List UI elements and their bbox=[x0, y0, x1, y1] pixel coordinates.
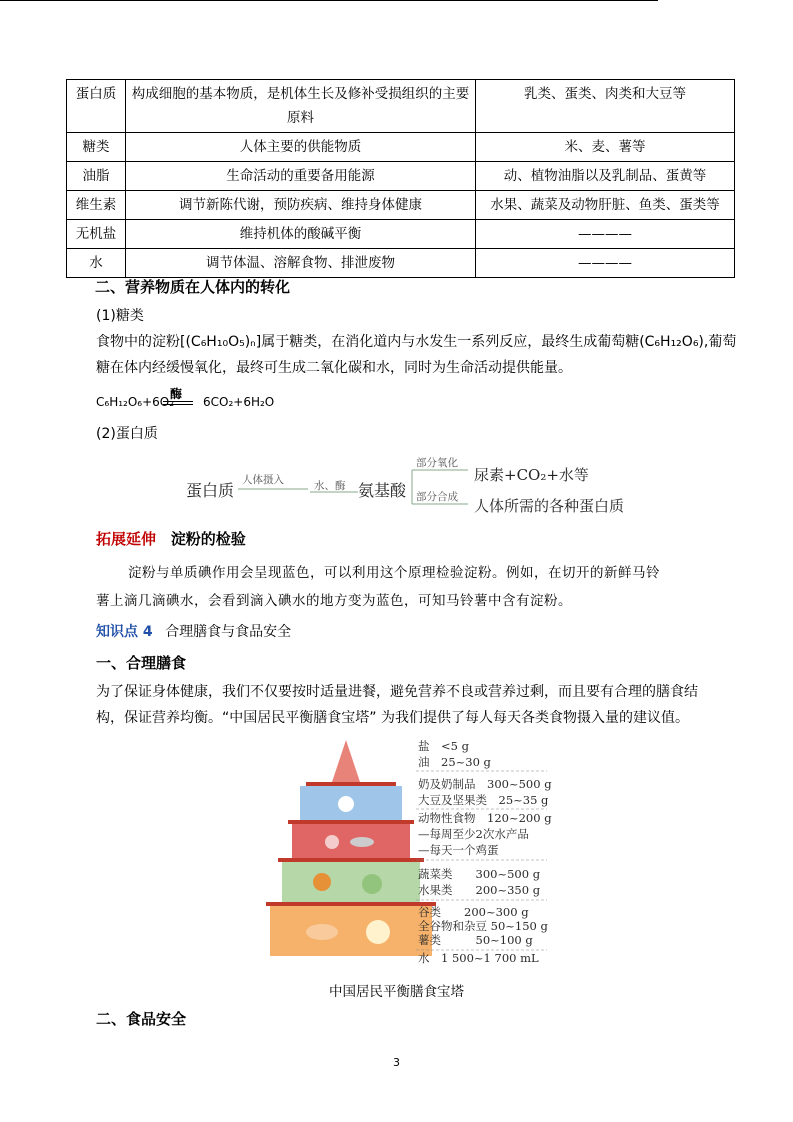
flow-mid-label: 水、酶 bbox=[314, 480, 346, 492]
nutrient-name: 糖类 bbox=[67, 133, 126, 162]
food-icon bbox=[325, 835, 339, 849]
pyramid-label: —每天一个鸡蛋 bbox=[418, 843, 499, 857]
nutrient-name: 蛋白质 bbox=[67, 80, 126, 133]
nutrient-source: ———— bbox=[476, 220, 735, 249]
pyramid-label: 蔬菜类 300~500 g bbox=[418, 867, 541, 881]
flow-branch1-label: 部分氧化 bbox=[416, 457, 458, 469]
equation-right: 6CO₂+6H₂O bbox=[203, 395, 275, 409]
food-pyramid bbox=[262, 734, 552, 970]
nutrient-function: 维持机体的酸碱平衡 bbox=[126, 220, 476, 249]
knowledge-tag: 知识点 4 bbox=[96, 624, 153, 640]
pyramid-label: 薯类 50~100 g bbox=[418, 933, 533, 947]
extension-text-line1: 淀粉与单质碘作用会呈现蓝色，可以利用这个原理检验淀粉。例如，在切开的新鲜马铃 bbox=[128, 565, 660, 581]
pyramid-tier-oil-salt bbox=[332, 740, 360, 782]
pyramid-caption: 中国居民平衡膳食宝塔 bbox=[329, 984, 464, 1000]
pyramid-roof bbox=[278, 858, 424, 862]
pyramid-roof bbox=[288, 820, 414, 824]
sugar-heading: (1)糖类 bbox=[96, 308, 144, 324]
section-title-conversion: 二、营养物质在人体内的转化 bbox=[95, 278, 291, 296]
flow-arrow-label: 人体摄入 bbox=[242, 474, 284, 486]
knowledge-title: 合理膳食与食品安全 bbox=[165, 624, 292, 640]
nutrient-name: 维生素 bbox=[67, 191, 126, 220]
food-icon bbox=[313, 873, 331, 891]
food-safety-title: 二、食品安全 bbox=[96, 1010, 187, 1028]
flow-branch2-label: 部分合成 bbox=[416, 491, 458, 503]
pyramid-tier-vegetables bbox=[282, 862, 420, 902]
flow-product: 氨基酸 bbox=[358, 481, 407, 500]
nutrient-name: 水 bbox=[67, 249, 126, 278]
equation-condition: 酶 bbox=[170, 387, 183, 401]
pyramid-tier-grains bbox=[270, 906, 432, 956]
pyramid-label: 奶及奶制品 300~500 g bbox=[418, 777, 552, 791]
pyramid-label: 全谷物和杂豆 50~150 g bbox=[418, 919, 548, 933]
food-icon bbox=[306, 924, 338, 940]
pyramid-label: 动物性食物 120~200 g bbox=[418, 811, 552, 825]
nutrient-table bbox=[66, 79, 735, 278]
sugar-text-line2: 糖在体内经缓慢氧化，最终可生成二氧化碳和水，同时为生命活动提供能量。 bbox=[96, 360, 572, 376]
page-number: 3 bbox=[393, 1056, 400, 1069]
sugar-text-line1: 食物中的淀粉[(C₆H₁₀O₅)ₙ]属于糖类，在消化道内与水发生一系列反应，最终生成葡萄糖(C₆H₁₂O₆),葡萄 bbox=[96, 334, 737, 350]
nutrient-function: 人体主要的供能物质 bbox=[126, 133, 476, 162]
nutrient-source: 米、麦、薯等 bbox=[476, 133, 735, 162]
nutrient-source: ———— bbox=[476, 249, 735, 278]
table-row bbox=[67, 162, 735, 191]
table-row bbox=[67, 249, 735, 278]
nutrient-function: 构成细胞的基本物质，是机体生长及修补受损组织的主要原料 bbox=[126, 80, 476, 133]
pyramid-label: —每周至少2次水产品 bbox=[418, 827, 529, 841]
extension-tag: 拓展延伸 bbox=[96, 530, 157, 548]
pyramid-roof bbox=[306, 782, 396, 786]
table-row bbox=[67, 191, 735, 220]
diet-title: 一、合理膳食 bbox=[96, 654, 187, 672]
food-icon bbox=[362, 874, 382, 894]
nutrient-source: 乳类、蛋类、肉类和大豆等 bbox=[476, 80, 735, 133]
nutrient-source: 水果、蔬菜及动物肝脏、鱼类、蛋类等 bbox=[476, 191, 735, 220]
table-row bbox=[67, 133, 735, 162]
pyramid-label: 水 1 500~1 700 mL bbox=[418, 951, 539, 965]
equation-bar bbox=[163, 404, 193, 405]
pyramid-label: 油 25~30 g bbox=[418, 755, 491, 769]
food-icon bbox=[338, 796, 354, 812]
equation-left: C₆H₁₂O₆+6O₂ bbox=[96, 395, 175, 409]
flow-branch2-result: 人体所需的各种蛋白质 bbox=[474, 497, 625, 515]
flow-branch1-result: 尿素+CO₂+水等 bbox=[474, 466, 589, 484]
pyramid-label: 水果类 200~350 g bbox=[418, 883, 541, 897]
extension-text-line2: 薯上滴几滴碘水，会看到滴入碘水的地方变为蓝色，可知马铃薯中含有淀粉。 bbox=[96, 593, 572, 609]
knowledge-point-heading bbox=[96, 621, 291, 641]
nutrient-name: 油脂 bbox=[67, 162, 126, 191]
nutrient-source: 动、植物油脂以及乳制品、蛋黄等 bbox=[476, 162, 735, 191]
nutrient-name: 无机盐 bbox=[67, 220, 126, 249]
pyramid-label: 盐 <5 g bbox=[418, 739, 469, 753]
header-rule bbox=[0, 0, 658, 1]
protein-heading: (2)蛋白质 bbox=[96, 426, 158, 442]
protein-flow-diagram bbox=[180, 452, 630, 522]
diet-text-line1: 为了保证身体健康，我们不仅要按时适量进餐，避免营养不良或营养过剩，而且要有合理的膳食结 bbox=[96, 684, 698, 700]
nutrient-function: 调节体温、溶解食物、排泄废物 bbox=[126, 249, 476, 278]
extension-title: 淀粉的检验 bbox=[170, 530, 246, 548]
nutrient-function: 调节新陈代谢，预防疾病、维持身体健康 bbox=[126, 191, 476, 220]
equation-bar bbox=[163, 401, 193, 402]
nutrient-function: 生命活动的重要备用能源 bbox=[126, 162, 476, 191]
pyramid-label: 大豆及坚果类 25~35 g bbox=[418, 793, 549, 807]
extension-heading bbox=[96, 528, 246, 549]
table-row bbox=[67, 80, 735, 133]
flow-start: 蛋白质 bbox=[186, 481, 235, 500]
table-row bbox=[67, 220, 735, 249]
food-icon bbox=[366, 920, 390, 944]
diet-text-line2: 构，保证营养均衡。“中国居民平衡膳食宝塔” 为我们提供了每人每天各类食物摄入量的建议值。 bbox=[96, 710, 689, 726]
pyramid-label: 谷类 200~300 g bbox=[418, 905, 529, 919]
pyramid-roof bbox=[266, 902, 436, 906]
food-icon bbox=[350, 837, 374, 847]
